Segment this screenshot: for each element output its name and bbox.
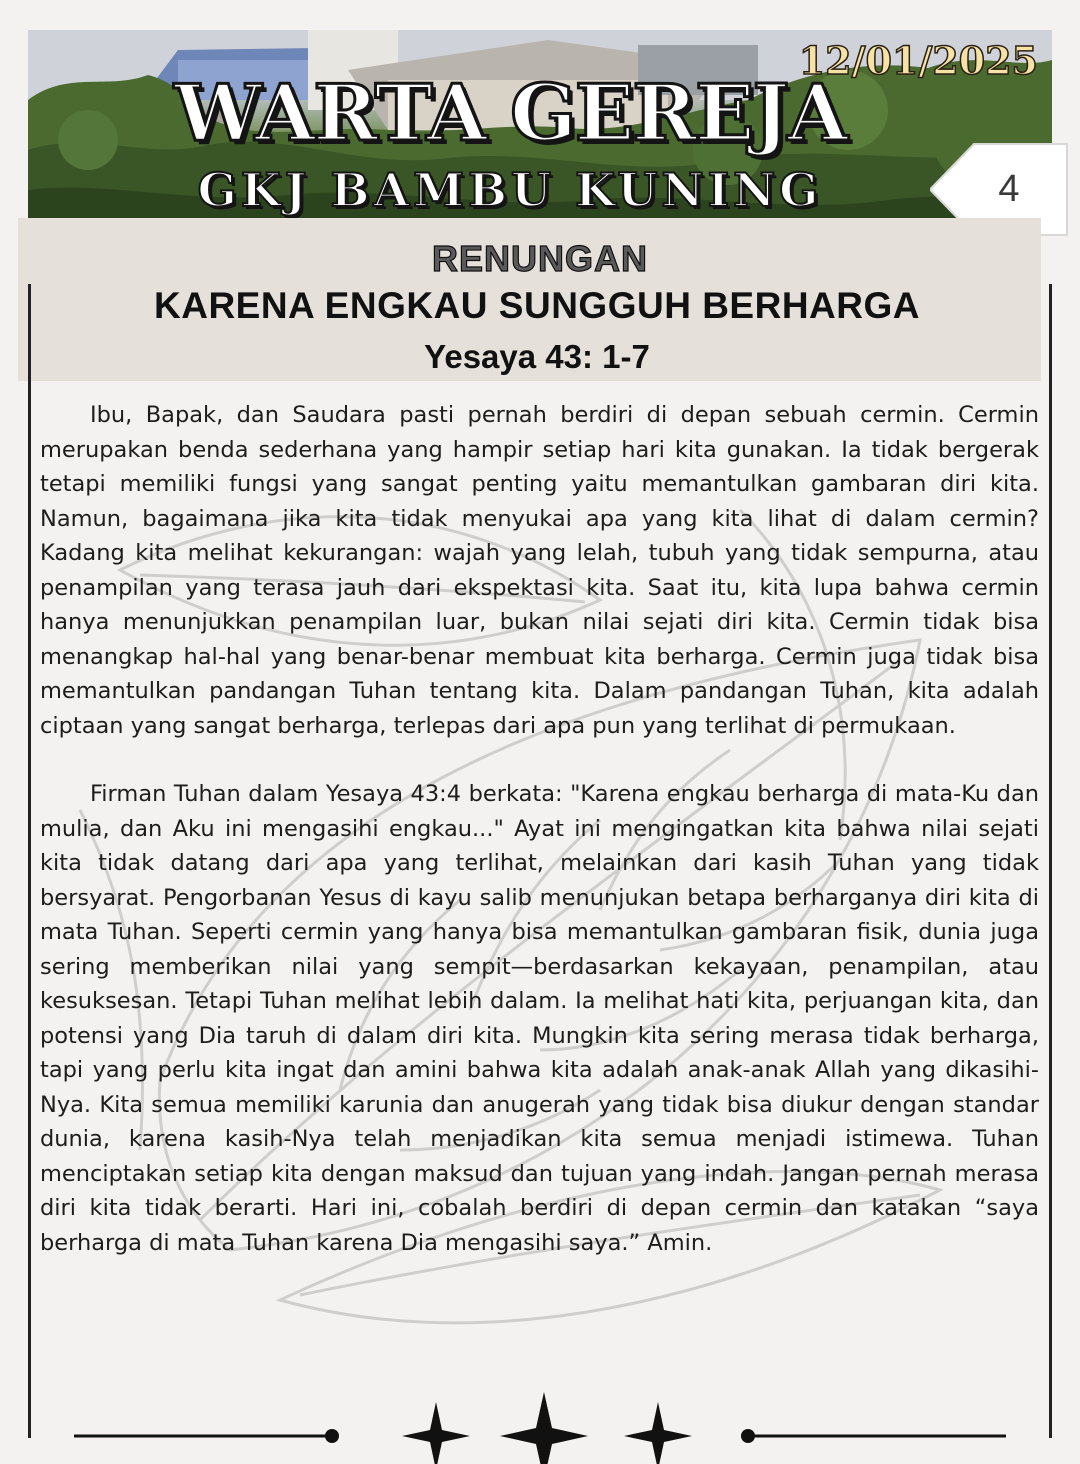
- page-number: 4: [998, 168, 1020, 210]
- banner: [28, 30, 1052, 235]
- article-body: [40, 398, 1039, 1260]
- sparkle-divider-icon: [60, 1390, 1020, 1464]
- article-paragraph: Ibu, Bapak, dan Saudara pasti pernah berdiri di depan sebuah cermin. Cermin merupakan benda sederhana yang hampir setiap hari kita gunakan. Ia tidak bergerak tetapi memiliki fungsi yang sangat penting yaitu memantulkan gambaran diri kita. Namun, bagaimana jika kita tidak menyukai apa yang kita lihat di dalam cermin? Kadang kita melihat kekurangan: wajah yang lelah, tubuh yang tidak sempurna, atau penampilan yang terasa jauh dari ekspektasi kita. Saat itu, kita lupa bahwa cermin hanya menunjukkan penampilan luar, bukan nilai sejati diri kita. Cermin tidak bisa menangkap hal-hal yang benar-benar membuat kita berharga. Cermin juga tidak bisa memantulkan pandangan Tuhan tentang kita. Dalam pandangan Tuhan, kita adalah ciptaan yang sangat berharga, terlepas dari apa pun yang terlihat di permukaan.: [40, 402, 1039, 739]
- left-border-rule: [28, 284, 31, 1438]
- article-headline: KARENA ENGKAU SUNGGUH BERHARGA: [154, 285, 920, 326]
- article-paragraph: Firman Tuhan dalam Yesaya 43:4 berkata: "Karena engkau berharga di mata-Ku dan mulia, dan Aku ini mengasihi engkau..." Ayat ini mengingatkan kita bahwa nilai sejati kita tidak datang dari apa yang terlihat, melainkan dari kasih Tuhan yang tidak bersyarat. Pengorbanan Yesus di kayu salib menunjukan betapa berharganya diri kita di mata Tuhan. Seperti cermin yang hanya bisa memantulkan gambaran fisik, dunia juga sering memberikan nilai yang sempit—berdasarkan kekayaan, penampilan, atau kesuksesan. Tetapi Tuhan melihat lebih dalam. Ia melihat hati kita, perjuangan kita, dan potensi yang Dia taruh di dalam diri kita. Mungkin kita sering merasa tidak berharga, tapi yang perlu kita ingat dan amini bahwa kita adalah anak-anak Allah yang dikasihi-Nya. Kita semua memiliki karunia dan anugerah yang tidak bisa diukur dengan standar dunia, karena kasih-Nya telah menjadikan kita semua menjadi istimewa. Tuhan menciptakan setiap kita dengan maksud dan tujuan yang indah. Jangan pernah merasa diri kita tidak berarti. Hari ini, cobalah berdiri di depan cermin dan katakan “saya berharga di mata Tuhan karena Dia mengasihi saya.” Amin.: [40, 781, 1039, 1256]
- section-label: RENUNGAN: [431, 238, 648, 279]
- church-name: GKJ BAMBU KUNING: [197, 163, 823, 217]
- newsletter-title: WARTA GEREJA: [174, 68, 846, 159]
- right-border-rule: [1049, 284, 1052, 1438]
- issue-date: 12/01/2025: [798, 38, 1038, 83]
- scripture-reference: Yesaya 43: 1-7: [424, 338, 650, 375]
